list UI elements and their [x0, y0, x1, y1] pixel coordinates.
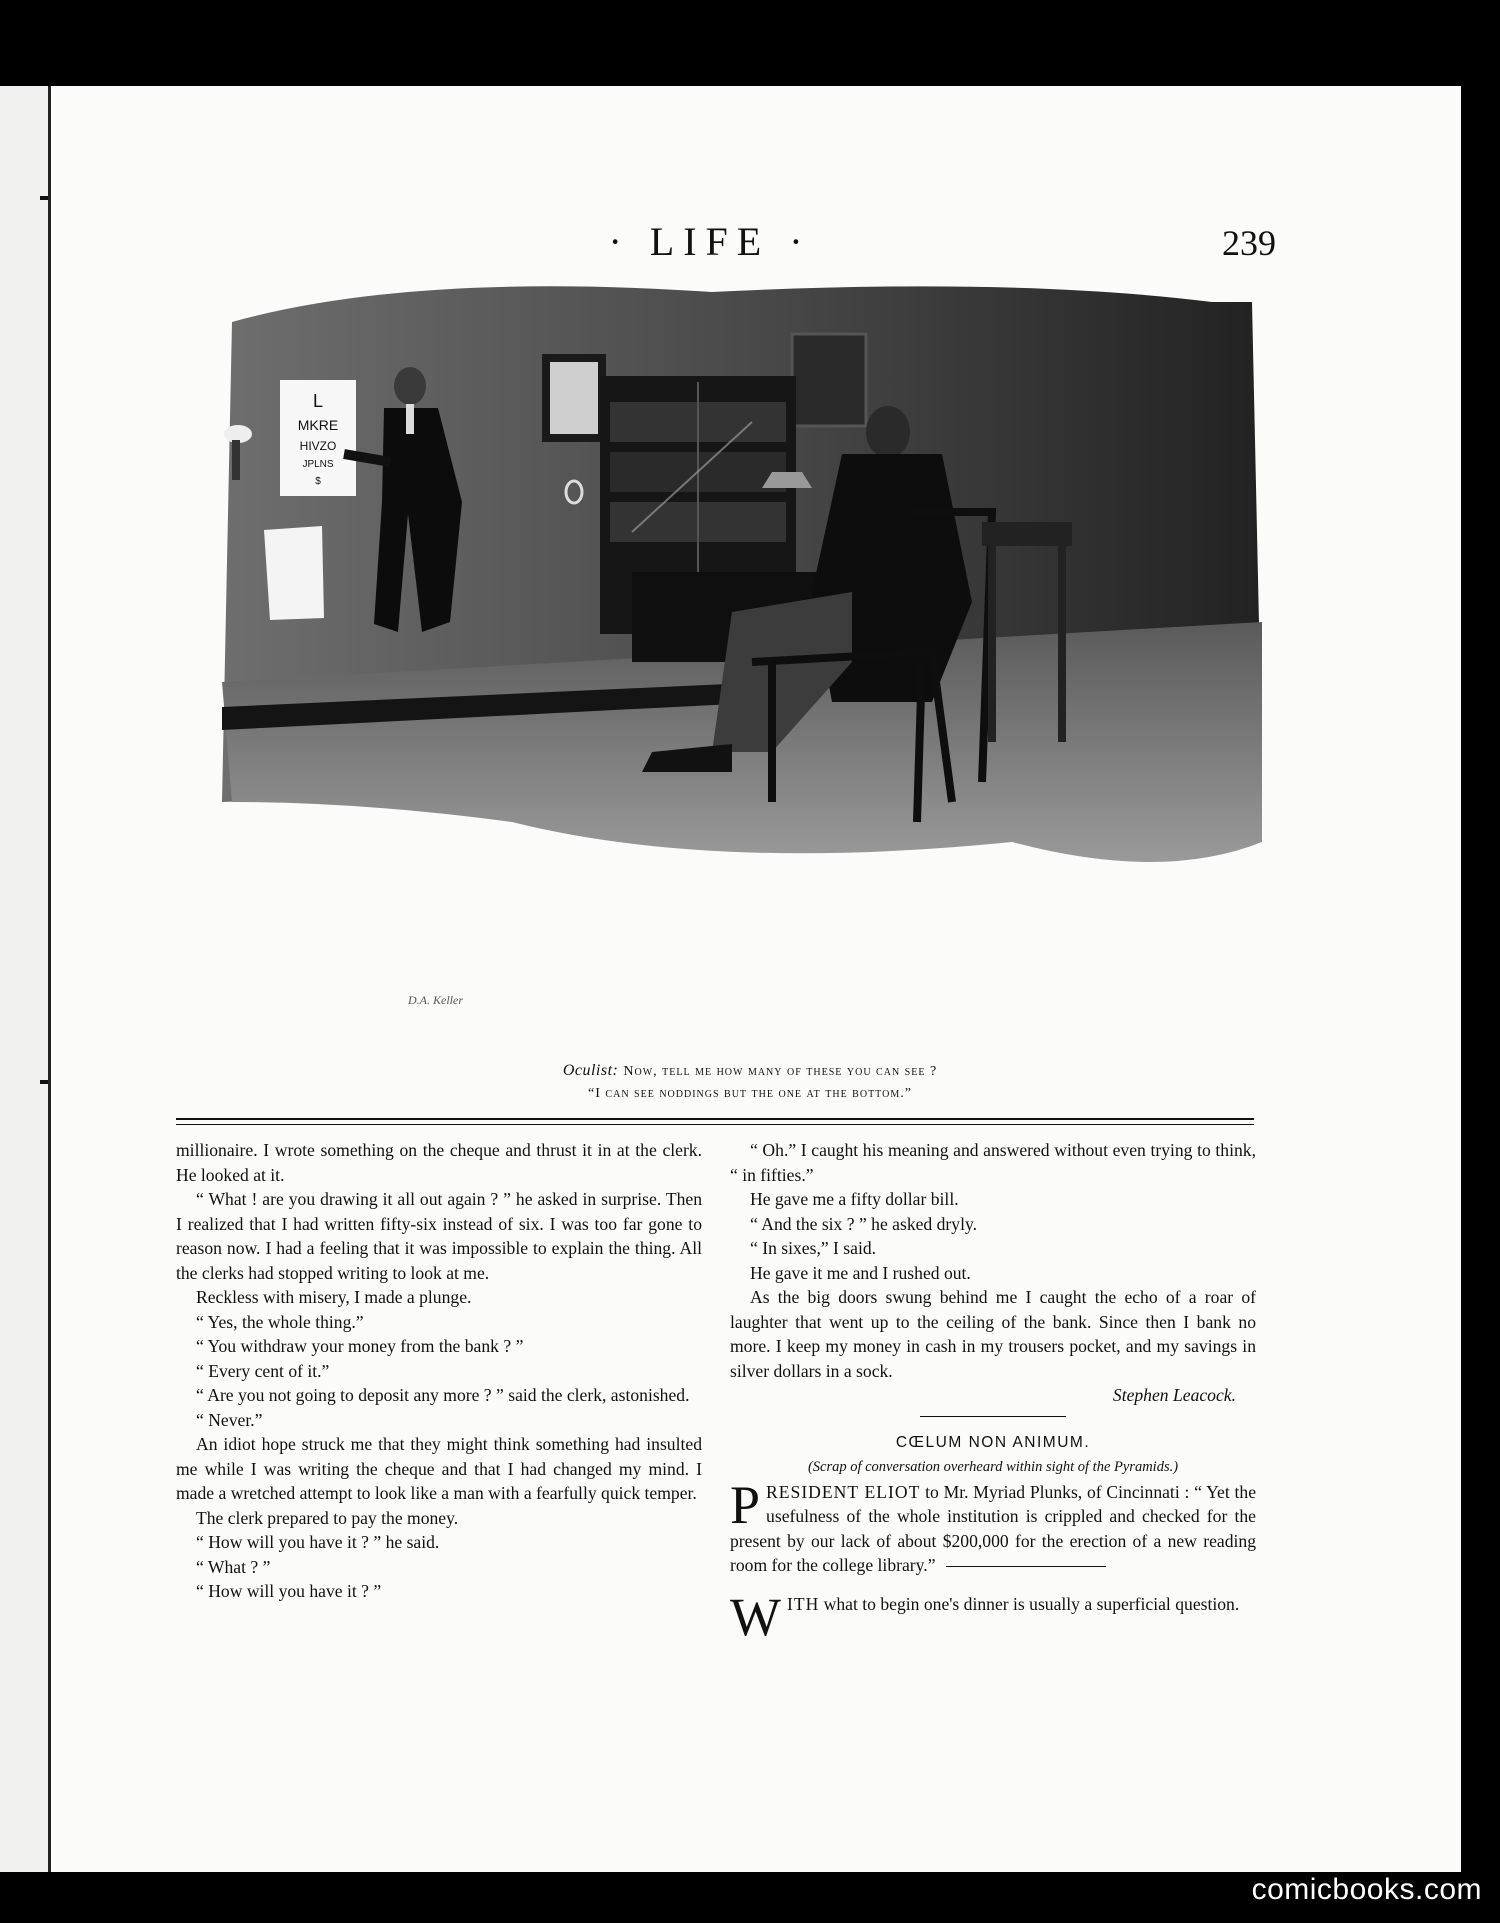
- paragraph: An idiot hope struck me that they might think something had insulted me while I was writing the cheque and that I had changed my mind. I made a wretched attempt to look like a man with a fearfully quick temper.: [176, 1434, 702, 1503]
- paragraph: The clerk prepared to pay the money.: [196, 1507, 459, 1528]
- caption-line: Now, tell me how many of these you can see ?: [623, 1064, 938, 1079]
- section-rule: [176, 1124, 1254, 1125]
- drop-cap: P: [730, 1474, 761, 1535]
- oculist-illustration: [212, 282, 1284, 1032]
- eye-chart-line: L: [312, 391, 324, 411]
- masthead: · LIFE ·: [608, 219, 812, 264]
- paragraph: Reckless with misery, I made a plunge.: [196, 1287, 472, 1307]
- binding-mark: [40, 196, 48, 200]
- eye-chart-line: $: [315, 476, 321, 487]
- binding-mark: [40, 1080, 48, 1084]
- article-divider: [946, 1566, 1106, 1567]
- article-title: CŒLUM NON ANIMUM.: [895, 1433, 1091, 1451]
- caption-speaker: Oculist:: [562, 1062, 619, 1079]
- artist-signature: D.A. Keller: [408, 993, 463, 1007]
- author-signature: Stephen Leacock.: [1112, 1385, 1236, 1405]
- site-watermark: comicbooks.com: [1251, 1873, 1482, 1906]
- paragraph: “ What ? ”: [196, 1556, 271, 1577]
- lead-in: RESIDENT ELIOT: [766, 1481, 921, 1502]
- eye-chart: [280, 380, 356, 496]
- page-number: 239: [1222, 223, 1276, 263]
- paragraph: As the big doors swung behind me I caught the echo of a roar of laughter that went up to the ceiling of the bank. Since then I bank no more. I keep my money in cash in my trousers pocket, and my savings in silver dollars in a sock.: [730, 1287, 1256, 1381]
- binding-gutter: [0, 86, 48, 1872]
- paragraph: “ Oh.” I caught his meaning and answered without even trying to think, “ in fifties.”: [730, 1140, 1256, 1185]
- paragraph: “ What ! are you drawing it all out again ? ” he asked in surprise. Then I realized that I had written fifty-six instead of six. I was too far gone to reason now. I had a feeling that it was impossible to explain the thing. All the clerks had stopped writing to look at me.: [176, 1189, 702, 1283]
- paragraph-body: to Mr. Myriad Plunks, of Cincinnati : “ Yet the usefulness of the whole institution is crippled and checked for the present by our lack of about $200,000 for the erection of a new reading room for the college library.”: [730, 1481, 1256, 1575]
- left-column: [176, 1138, 702, 1604]
- eye-chart-line: MKRE: [297, 417, 339, 433]
- article-paragraph: [730, 1474, 1256, 1578]
- paragraph: “ How will you have it ? ” he said.: [196, 1532, 440, 1552]
- paragraph: “ Never.”: [196, 1409, 263, 1430]
- paragraph: “ Every cent of it.”: [196, 1360, 330, 1381]
- paragraph: “ And the six ? ” he asked dryly.: [750, 1213, 978, 1234]
- paragraph: millionaire. I wrote something on the cheque and thrust it in at the clerk. He looked at it.: [176, 1140, 702, 1185]
- paragraph: “ You withdraw your money from the bank ? ”: [196, 1336, 524, 1356]
- paragraph: “ Yes, the whole thing.”: [196, 1311, 364, 1332]
- paragraph: He gave me a fifty dollar bill.: [750, 1189, 959, 1209]
- section-rule: [176, 1118, 1254, 1120]
- eye-chart-line: HIVZO: [299, 439, 337, 453]
- article-subtitle: (Scrap of conversation overheard within sight of the Pyramids.): [807, 1459, 1179, 1475]
- article-divider: [920, 1416, 1066, 1417]
- paragraph: He gave it me and I rushed out.: [750, 1262, 971, 1283]
- paragraph: “ In sixes,” I said.: [750, 1238, 877, 1258]
- lead-in: ITH: [786, 1593, 820, 1614]
- paragraph: “ How will you have it ? ”: [196, 1581, 382, 1601]
- illustration-caption: [170, 1060, 1330, 1105]
- drop-cap: W: [730, 1586, 781, 1647]
- paragraph-body: what to begin one's dinner is usually a superficial question.: [819, 1593, 1240, 1614]
- caption-line: “I can see noddings but the one at the bottom.”: [588, 1086, 912, 1101]
- paragraph: “ Are you not going to deposit any more ? ” said the clerk, astonished.: [196, 1385, 690, 1405]
- right-column: [730, 1138, 1256, 1647]
- eye-chart-line: JPLNS: [302, 459, 334, 470]
- article-paragraph: [730, 1586, 1256, 1647]
